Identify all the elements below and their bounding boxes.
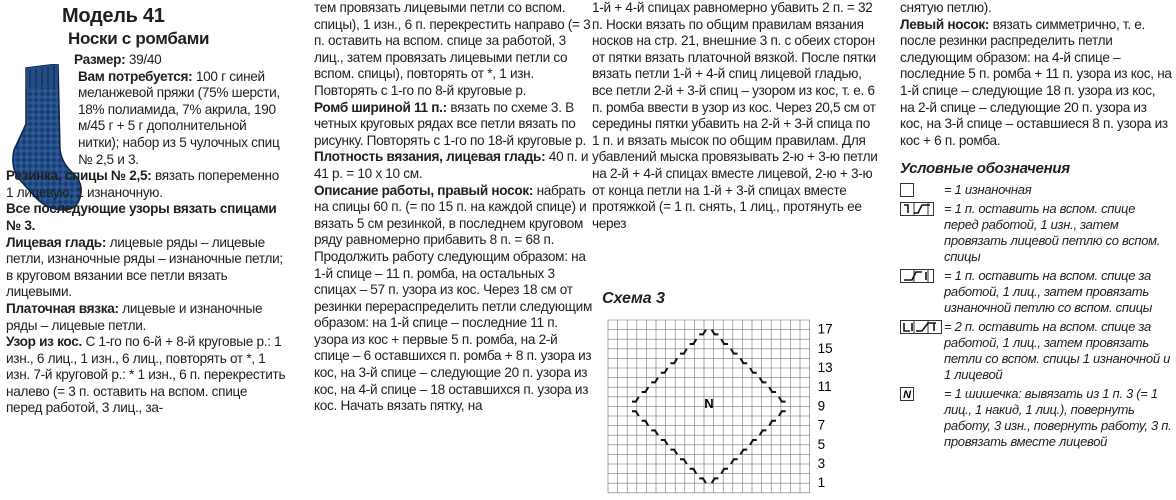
column-4-paragraphs xyxy=(900,0,1172,149)
row-number: 3 xyxy=(817,456,826,471)
legend-list xyxy=(900,182,1172,450)
paragraph xyxy=(6,334,286,417)
legend-item xyxy=(900,319,1172,383)
paragraph-heading: Вам потребуется: xyxy=(78,68,193,84)
paragraph-text: тем провязать лицевыми петли со вспом. спицы), 1 изн., 6 п. перекрестить направо (= 3 п. оставить на вспом. спице за работой, 3 лиц., затем провязать лицевыми петли со вспом. спицы), повторять от *, 1 изн. Повторять с 1-го по 8-й круговые р. xyxy=(314,0,591,98)
paragraph xyxy=(6,235,286,301)
n-cell-icon xyxy=(900,387,914,401)
column-3 xyxy=(592,0,878,232)
legend-item xyxy=(900,182,1172,198)
schema-center-symbol: N xyxy=(704,395,714,411)
legend-text: = 1 изнаночная xyxy=(944,181,1032,197)
paragraph-heading: Размер: xyxy=(74,52,126,67)
paragraph xyxy=(314,183,594,415)
row-number: 9 xyxy=(817,398,826,414)
column-1-paragraphs xyxy=(6,52,286,417)
legend-text: = 1 п. оставить на вспом. спице перед работой, 1 изн., затем провязать лицевой петлю со вспом. спицы xyxy=(944,200,1161,264)
column-2 xyxy=(314,0,594,415)
schema-row-numbers xyxy=(818,322,833,491)
paragraph-heading: Описание работы, правый носок: xyxy=(314,182,534,198)
paragraph xyxy=(314,0,594,100)
legend-text: = 1 п. оставить на вспом. спице за работой, 1 лиц., затем провязать изнаночной петлю со вспом. спицы xyxy=(944,267,1153,315)
model-title: Модель 41 xyxy=(62,5,165,27)
paragraph-heading: Плотность вязания, лицевая гладь: xyxy=(314,149,546,165)
paragraph xyxy=(6,301,286,334)
paragraph-heading: Все последующие узоры вязать спицами № 3. xyxy=(6,201,277,233)
legend-title: Условные обозначения xyxy=(900,160,1070,178)
paragraph-heading: Платочная вязка: xyxy=(6,300,119,316)
row-number: 1 xyxy=(817,475,826,491)
paragraph xyxy=(6,201,286,234)
paragraph-heading: Узор из кос. xyxy=(6,334,82,350)
row-number: 17 xyxy=(817,321,833,337)
cross-left-icon xyxy=(900,269,934,283)
paragraph-text: набрать на спицы 60 п. (= по 15 п. на каждой спице) и вязать 5 см резинкой, в последнем круговом ряду равномерно прибавить 8 п. = 68 п. Продолжить работу следующим образом: на 1-й спице – 11 п. ромба, на остальных 3 спицах – 57 п. узора из кос. Через 18 см от резинки перераспределить петли следующим образом: на 1-й спице – последние 11 п. узора из кос + первые 5 п. ромба, на 2-й спице – 6 оставшихся п. ромба + 8 п. узора из кос, на 3-й спице – следующие 20 п. узора из кос, на 4-й спице – 18 оставшихся п. узора из кос. Начать вязать пятку, на xyxy=(314,182,593,414)
column-3-paragraphs xyxy=(592,0,878,232)
paragraph-text: 40 п. и 41 р. = 10 х 10 см. xyxy=(314,149,589,181)
paragraph-heading: Левый носок: xyxy=(900,16,990,32)
schema-title: Схема 3 xyxy=(602,290,666,307)
model-subtitle: Носки с ромбами xyxy=(68,29,210,48)
paragraph-heading: Лицевая гладь: xyxy=(6,234,107,250)
paragraph xyxy=(74,52,286,69)
paragraph-heading: Резинка, спицы № 2,5: xyxy=(6,168,152,184)
paragraph-text: С 1-го по 6-й + 8-й круговые р.: 1 изн., 6 лиц., 1 изн., 6 лиц., повторять от *, 1 изн. 7-й круговой р.: * 1 изн., 6 п. перекрестить налево (= 3 п. оставить на вспом. спице перед работой, 3 лиц., за- xyxy=(6,334,286,416)
column-4 xyxy=(900,0,1172,453)
column-1 xyxy=(6,0,286,417)
row-number: 15 xyxy=(817,340,833,356)
paragraph-text: вязать попеременно 1 лицевую, 1 изнаночную. xyxy=(6,168,279,200)
paragraph-text: лицевые и изнаночные ряды – лицевые петли. xyxy=(6,300,263,333)
paragraph-heading: Ромб шириной 11 п.: xyxy=(314,99,447,115)
paragraph-text: вязать симметрично, т. е. после резинки распределить петли следующим образом: на 4-й спице – последние 5 п. ромба + 11 п. узора из кос, на 1-й спице – следующие 18 п. узора из кос, на 2-й спице – следующие 20 п. узора из кос, на 3-й спице – оставшиеся 8 п. узора из кос + 6 п. ромба. xyxy=(900,16,1172,148)
paragraph-text: 1-й + 4-й спицах равномерно убавить 2 п. = 32 п. Носки вязать по общим правилам вязания носков на стр. 21, внешние 3 п. с обеих сторон от пятки вязать платочной вязкой. После пятки вязать петли 1-й + 4-й спиц лицевой гладью, все петли 2-й + 3-й спиц – узором из кос, т. е. 6 п. ромба ввести в узор из кос. Через 20,5 см от середины пятки убавить на 2-й + 3-й спица по 1 п. и вязать мысок по общим правилам. Для убавлений мыска провязывать 2-ю + 3-ю петли на 2-й + 4-й спицах вместе лицевой, 2-ю + 3-ю от конца петли на 1-й + 3-й спицах вместе протяжкой (= 1 п. снять, 1 лиц., протянуть ее через xyxy=(592,0,878,231)
paragraph xyxy=(314,149,594,182)
legend-text: = 2 п. оставить на вспом. спице за работой, 1 лиц., затем провязать петли со вспом. спицы 1 изнаночной и 1 лицевой xyxy=(944,318,1170,382)
legend-item xyxy=(900,268,1172,316)
legend-text: = 1 шишечка: вывязать из 1 п. 3 (= 1 лиц., 1 накид, 1 лиц.), повернуть работу, 3 изн., повернуть работу, 3 п. провязать вместе лицевой xyxy=(944,385,1172,449)
paragraph-text: снятую петлю). xyxy=(900,0,992,15)
legend-item xyxy=(900,386,1172,450)
paragraph xyxy=(900,17,1172,150)
paragraph-text: лицевые ряды – лицевые петли, изнаночные ряды – изнаночные петли; в круговом вязании все петли вязать лицевыми. xyxy=(6,234,283,300)
empty-cell-icon xyxy=(900,183,914,197)
svg-text:N: N xyxy=(903,388,911,401)
paragraph xyxy=(314,100,594,150)
paragraph xyxy=(78,69,286,169)
paragraph-text: вязать по схеме 3. В четных круговых рядах все петли вязать по рисунку. Повторять с 1-го по 18-й круговые р. xyxy=(314,99,586,148)
row-number: 13 xyxy=(817,360,833,375)
row-number: 5 xyxy=(817,436,826,452)
paragraph-text: 100 г синей меланжевой пряжи (75% шерсти, 18% полиамида, 7% акрила, 190 м/45 г + 5 г дополнительной нитки); набор из 5 чулочных спиц № 2,5 и 3. xyxy=(78,68,280,167)
paragraph xyxy=(900,0,1172,17)
paragraph xyxy=(6,168,286,201)
cross-two-icon xyxy=(900,320,942,334)
paragraph-text: 39/40 xyxy=(125,52,162,67)
paragraph xyxy=(592,0,878,232)
column-2-paragraphs xyxy=(314,0,594,415)
schema-3-chart xyxy=(606,318,846,498)
legend-item xyxy=(900,201,1172,265)
row-number: 7 xyxy=(817,417,826,433)
cross-right-icon xyxy=(900,202,934,216)
row-number: 11 xyxy=(817,379,832,395)
